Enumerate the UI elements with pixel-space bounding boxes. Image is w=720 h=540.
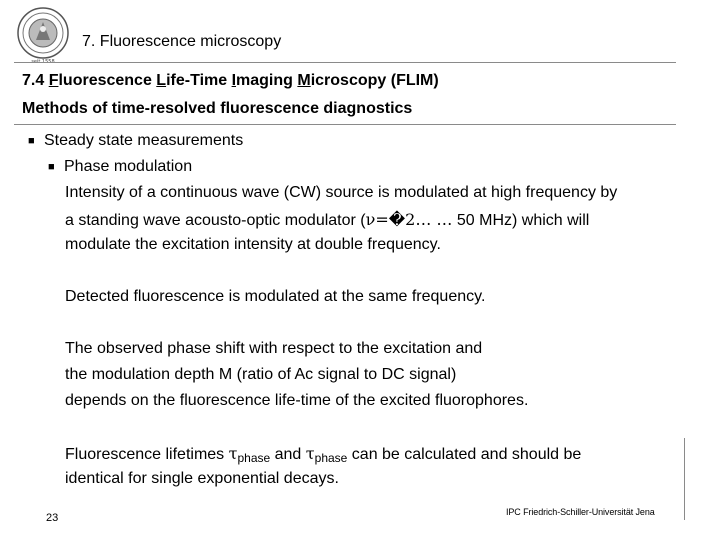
bullet-square-icon: ■ xyxy=(48,161,55,173)
body-line: the modulation depth M (ratio of Ac signal to DC signal) xyxy=(65,366,457,383)
bullet-phase-modulation: Phase modulation xyxy=(64,158,193,175)
page-number: 23 xyxy=(46,512,59,524)
body-line: modulate the excitation intensity at double frequency. xyxy=(65,236,441,253)
section-title: 7.4 Fluorescence Life-Time Imaging Microscopy (FLIM) xyxy=(22,72,439,89)
header-divider xyxy=(14,62,676,63)
footer-institution: IPC Friedrich-Schiller-Universität Jena xyxy=(506,507,655,517)
body-line: Fluorescence lifetimes $\tau_{phase}$ and $\tau_{phase}$ can be calculated and should be xyxy=(65,444,582,465)
seal-caption: seit 1558 xyxy=(31,59,55,64)
body-line: depends on the fluorescence life-time of the excited fluorophores. xyxy=(65,392,529,409)
bullet-steady-state: Steady state measurements xyxy=(44,132,244,149)
body-line: The observed phase shift with respect to the excitation and xyxy=(65,340,483,357)
body-line: Intensity of a continuous wave (CW) source is modulated at high frequency by xyxy=(65,184,618,201)
body-line: a standing wave acousto-optic modulator (ν=�2… … 50 MHz) which will xyxy=(65,210,590,229)
body-line: identical for single exponential decays. xyxy=(65,470,339,487)
body-line: Detected fluorescence is modulated at the same frequency. xyxy=(65,288,486,305)
bullet-square-icon: ■ xyxy=(28,135,35,147)
footer-divider xyxy=(684,438,685,520)
title-divider xyxy=(14,124,676,125)
section-subtitle: Methods of time-resolved fluorescence diagnostics xyxy=(22,100,413,117)
university-seal-icon xyxy=(14,6,72,64)
header-title: 7. Fluorescence microscopy xyxy=(82,33,282,50)
